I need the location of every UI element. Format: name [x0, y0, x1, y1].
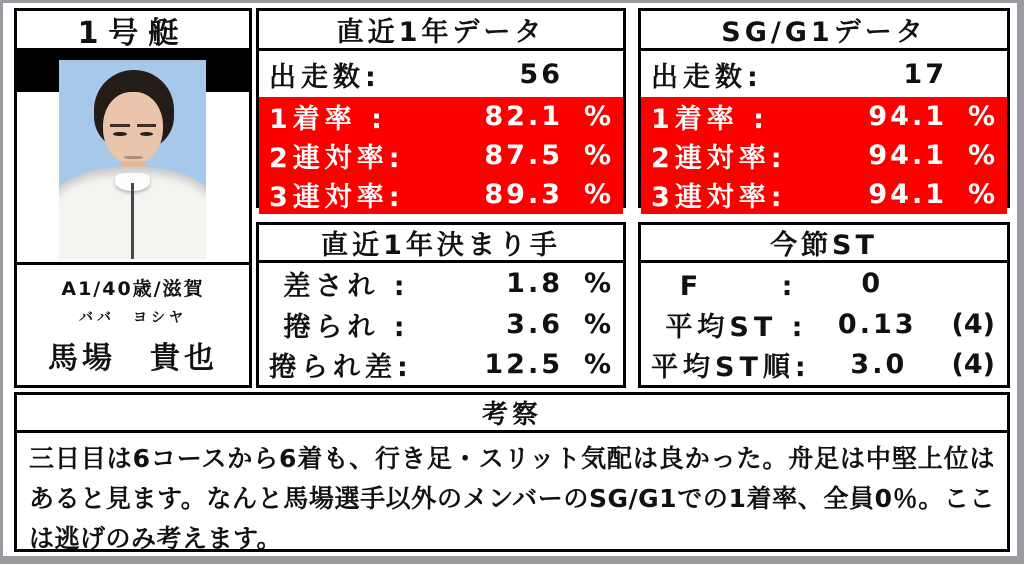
stat-value: 87.5: [484, 140, 563, 171]
stat-value: 17: [903, 58, 947, 90]
portrait-face: [103, 92, 163, 166]
stat-label: 1着率 :: [651, 104, 769, 135]
portrait-eye: [113, 132, 126, 136]
stat-label: 出走数:: [269, 61, 381, 93]
stat-unit: %: [583, 140, 611, 171]
stat-unit: (4): [951, 349, 995, 381]
st-title: 今節ST: [641, 225, 1007, 263]
stat-row-top2-rate: [641, 136, 1007, 175]
stat-unit: %: [967, 140, 995, 171]
stat-value: 56: [519, 58, 563, 90]
stat-row-makurare: [259, 304, 623, 345]
boat-number-header: 1号艇: [17, 11, 249, 51]
stat-unit: %: [583, 101, 611, 132]
stat-unit: %: [583, 179, 611, 210]
portrait-brow: [137, 124, 156, 127]
stat-row-makurare-sashi: [259, 344, 623, 385]
stat-label: 2連対率:: [651, 143, 787, 174]
stat-value: 94.1: [868, 101, 947, 132]
stat-label: 捲られ差:: [269, 352, 413, 384]
stat-row-starts: [259, 51, 623, 97]
stat-row-top2-rate: [259, 136, 623, 175]
stat-label: 平均ST :: [651, 311, 808, 343]
racer-name: 馬場 貴也: [48, 340, 218, 376]
racer-photo: [17, 51, 249, 265]
portrait-brow: [110, 124, 129, 127]
stat-label: 平均ST順:: [651, 352, 811, 384]
stat-label: F :: [651, 270, 798, 302]
stat-row-avg-st: [641, 304, 1007, 345]
stat-label: 2連対率:: [269, 143, 405, 174]
stat-unit: %: [967, 101, 995, 132]
stat-label: 3連対率:: [651, 182, 787, 213]
analysis-title: 考察: [17, 395, 1007, 433]
stat-value: 0: [861, 267, 884, 299]
racer-class-age-branch: A1/40歳/滋賀: [61, 277, 205, 300]
stat-label: 3連対率:: [269, 182, 405, 213]
portrait-mouth: [124, 156, 143, 159]
sg-g1-panel: [638, 8, 1010, 213]
stat-value: 94.1: [868, 179, 947, 210]
racer-info: [17, 265, 249, 385]
kimarite-panel: [256, 222, 626, 388]
st-panel: [638, 222, 1010, 388]
racer-panel: [14, 8, 252, 388]
recent-year-title: 直近1年データ: [259, 11, 623, 51]
analysis-panel: [14, 392, 1010, 552]
portrait-eye: [140, 132, 153, 136]
frame-edge-top: [0, 0, 1024, 3]
stat-value: 3.6: [506, 308, 563, 340]
stat-row-win-rate: [259, 97, 623, 136]
stat-unit: %: [583, 267, 611, 299]
stat-value: 94.1: [868, 140, 947, 171]
frame-edge-right: [1017, 0, 1024, 564]
stat-value: 12.5: [484, 349, 563, 381]
stat-label: 差され :: [269, 270, 410, 302]
stat-value: 89.3: [484, 179, 563, 210]
stat-row-starts: [641, 51, 1007, 97]
analysis-text: 三日目は6コースから6着も、行き足・スリット気配は良かった。舟足は中堅上位はあると見ます。なんと馬場選手以外のメンバーのSG/G1での1着率、全員0％。ここは逃げのみ考えます。: [29, 444, 995, 553]
recent-year-panel: [256, 8, 626, 213]
racer-portrait: [59, 60, 206, 259]
stat-row-sashare: [259, 263, 623, 304]
stat-row-win-rate: [641, 97, 1007, 136]
stat-label: 捲られ :: [269, 311, 410, 343]
frame-edge-left: [0, 0, 3, 564]
racer-name-kana: ババ ヨシヤ: [79, 309, 187, 326]
stat-value: 82.1: [484, 101, 563, 132]
stat-label: 1着率 :: [269, 104, 387, 135]
stat-row-top3-rate: [641, 175, 1007, 214]
stat-row-top3-rate: [259, 175, 623, 214]
stat-unit: (4): [951, 308, 995, 340]
stat-unit: %: [583, 349, 611, 381]
stat-row-flying: [641, 263, 1007, 304]
sg-g1-title: SG/G1データ: [641, 11, 1007, 51]
frame-edge-bottom: [0, 556, 1024, 564]
stat-label: 出走数:: [651, 61, 763, 93]
stat-unit: %: [583, 308, 611, 340]
portrait-zipper: [131, 183, 134, 259]
stat-value: 3.0: [850, 349, 908, 381]
stat-value: 1.8: [506, 267, 563, 299]
stat-unit: %: [967, 179, 995, 210]
kimarite-title: 直近1年決まり手: [259, 225, 623, 263]
stat-value: 0.13: [837, 308, 917, 340]
stat-row-avg-st-rank: [641, 344, 1007, 385]
